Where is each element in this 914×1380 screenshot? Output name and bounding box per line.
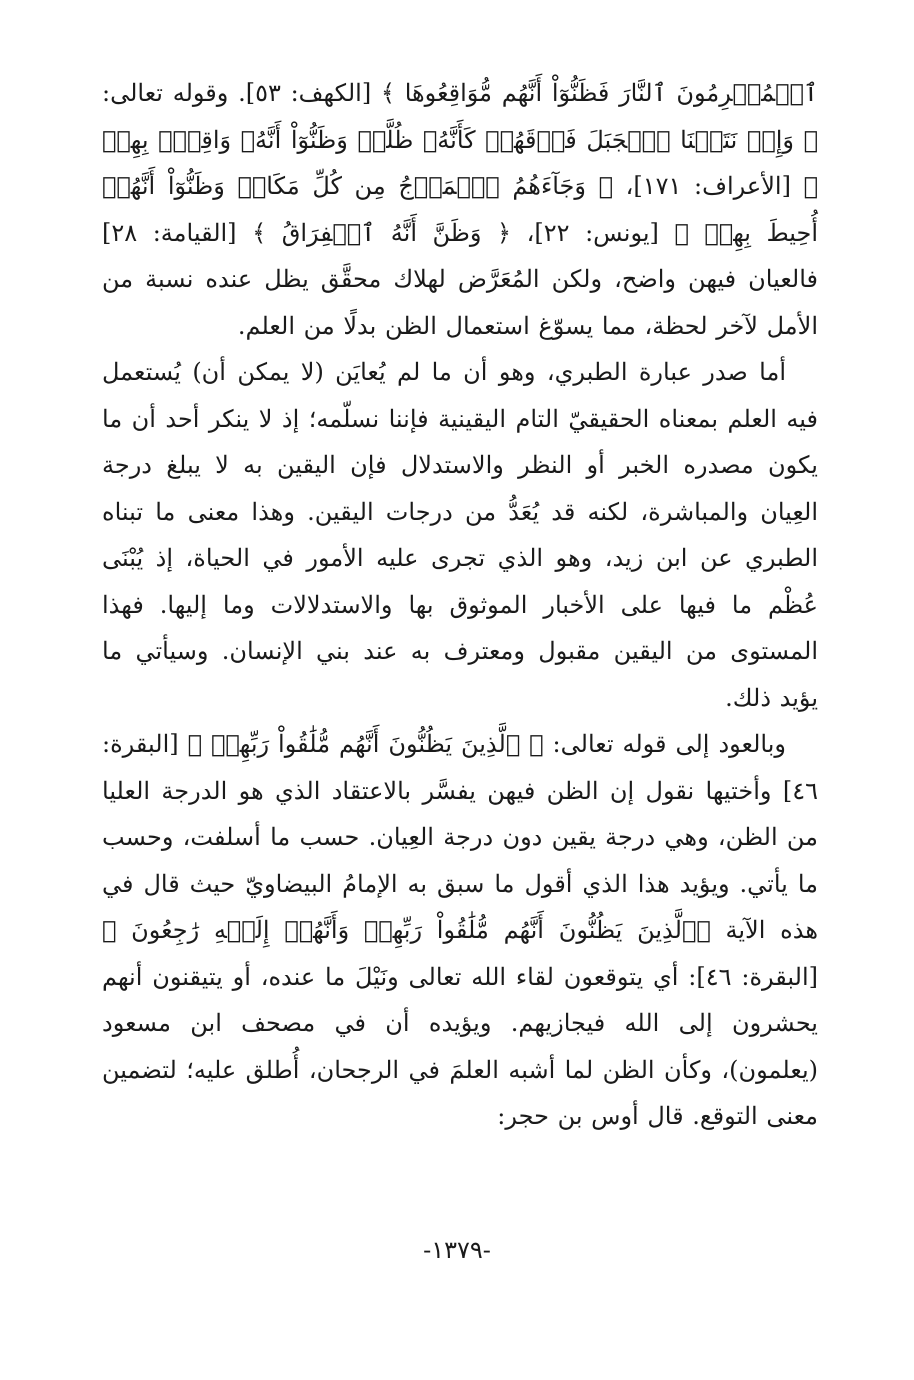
paragraph-text: أما صدر عبارة الطبري، وهو أن ما لم يُعايَن (لا يمكن أن) يُستعمل فيه العلم بمعناه الحقيقيّ التام اليقينية فإننا نسلّمه؛ إذ لا ينكر أحد أن ما يكون مصدره الخبر أو النظر والاستدلال فإن اليقين به لا يبلغ درجة العِيان والمباشرة، لكنه قد يُعَدُّ من درجات اليقين. وهذا معنى ما تبناه الطبري عن ابن زيد، وهو الذي تجرى عليه الأمور في الحياة، إذ يُبْنَى عُظْم ما فيها على الأخبار الموثوق بها والاستدلالات وما إليها. فهذا المستوى من اليقين مقبول ومعترف به عند بني الإنسان. وسيأتي ما يؤيد ذلك. xyxy=(102,358,818,712)
paragraph-text: ٱلۡمُجۡرِمُونَ ٱلنَّارَ فَظَنُّوٓاْ أَنَّهُم مُّوَاقِعُوهَا ﴾ [الكهف: ٥٣]. وقوله تعالى: ﴿ وَإِذۡ نَتَقۡنَا ٱلۡجَبَلَ فَوۡقَهُمۡ كَأَنَّهُۥ ظُلَّةٞ وَظَنُّوٓاْ أَنَّهُۥ وَاقِعُۢ بِهِمۡ ﴾ [الأعراف: ١٧١]، ﴿ وَجَآءَهُمُ ٱلۡمَوۡجُ مِن كُلِّ مَكَانٖ وَظَنُّوٓاْ أَنَّهُمۡ أُحِيطَ بِهِمۡ ﴾ [يونس: ٢٢]، ﴿ وَظَنَّ أَنَّهُ ٱلۡفِرَاقُ ﴾ [القيامة: ٢٨] فالعيان فيهن واضح، ولكن المُعَرَّض لهلاك محقَّق يظل عنده نسبة من الأمل لآخر لحظة، مما يسوّغ استعمال الظن بدلًا من العلم. xyxy=(102,79,819,340)
paragraph-3 xyxy=(102,721,818,1140)
paragraph-text: وبالعود إلى قوله تعالى: ﴿ ٱلَّذِينَ يَظُنُّونَ أَنَّهُم مُّلَٰقُواْ رَبِّهِمۡ ﴾ [البقرة: ٤٦] وأختيها نقول إن الظن فيهن يفسَّر بالاعتقاد الذي هو الدرجة العليا من الظن، وهي درجة يقين دون درجة العِيان. حسب ما أسلفت، وحسب ما يأتي. ويؤيد هذا الذي أقول ما سبق به الإمامُ البيضاويّ حيث قال في هذه الآية ﴿ٱلَّذِينَ يَظُنُّونَ أَنَّهُم مُّلَٰقُواْ رَبِّهِمۡ وَأَنَّهُمۡ إِلَيۡهِ رَٰجِعُونَ ﴾[البقرة: ٤٦]: أي يتوقعون لقاء الله تعالى ونَيْلَ ما عنده، أو يتيقنون أنهم يحشرون إلى الله فيجازيهم. ويؤيده أن في مصحف ابن مسعود (يعلمون)، وكأن الظن لما أشبه العلمَ في الرجحان، أُطلق عليه؛ لتضمين معنى التوقع. قال أوس بن حجر: xyxy=(102,730,818,1130)
paragraph-2 xyxy=(102,349,818,721)
paragraph-1 xyxy=(102,70,818,349)
page-number: -١٣٧٩- xyxy=(423,1236,491,1264)
